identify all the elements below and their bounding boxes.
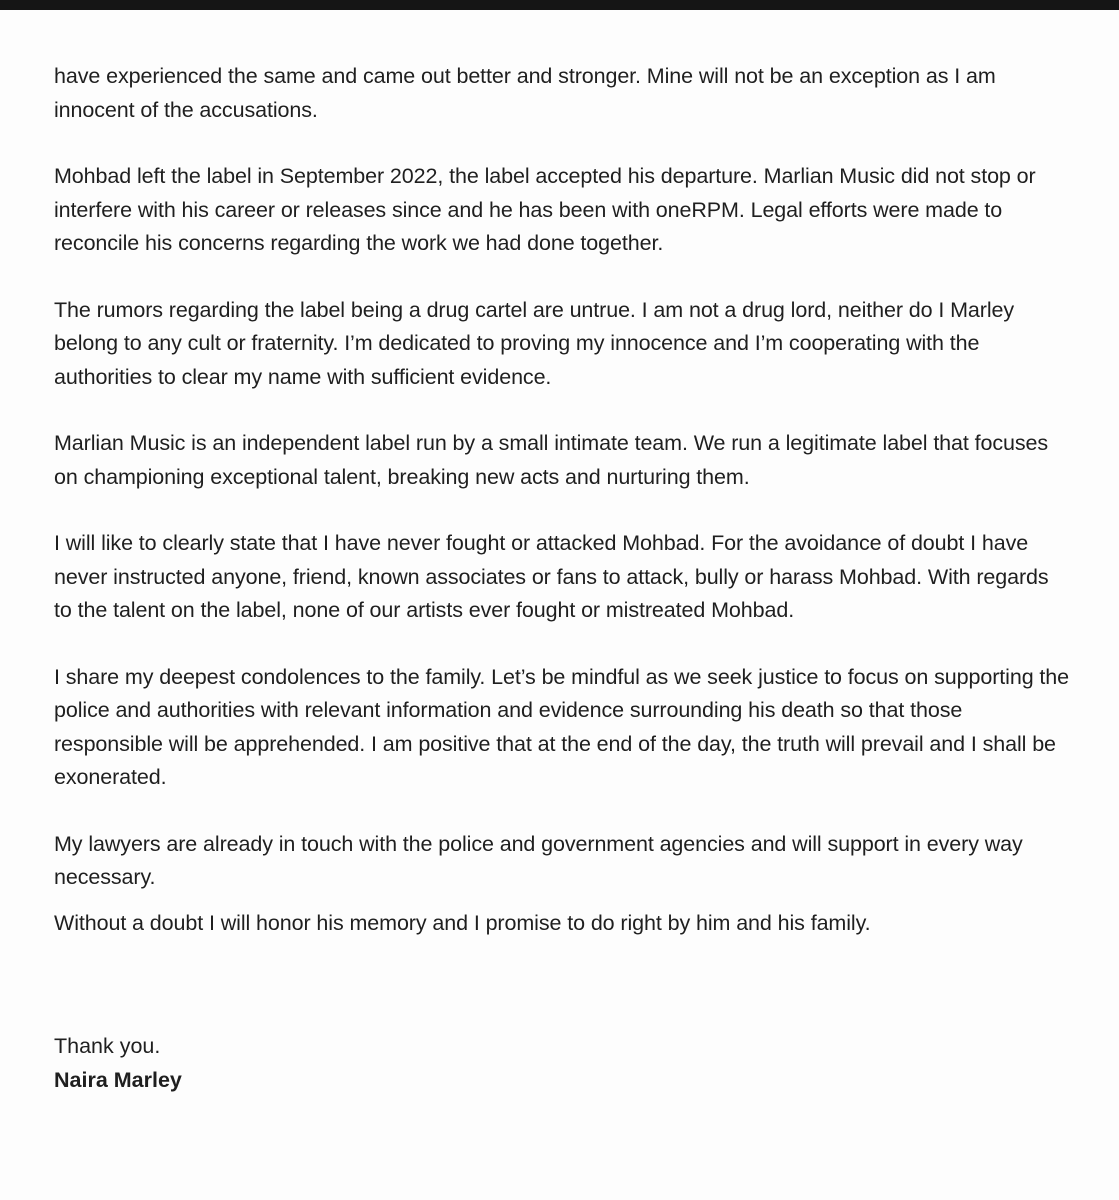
paragraph-honor-memory: Without a doubt I will honor his memory and I promise to do right by him and his family. bbox=[54, 910, 871, 935]
signature-name: Naira Marley bbox=[54, 1067, 182, 1092]
paragraph-lawyers: My lawyers are already in touch with the police and government agencies and will support in every way necessary. bbox=[54, 831, 1023, 889]
closing-text: Thank you. bbox=[54, 1034, 161, 1058]
paragraph-label-description: Marlian Music is an independent label run by a small intimate team. We run a legitimate label that focuses on championing exceptional talent, breaking new acts and nurturing them. bbox=[54, 431, 1049, 489]
signoff-block bbox=[54, 1030, 182, 1097]
top-edge-bar bbox=[0, 0, 1119, 10]
paragraph-condolences: I share my deepest condolences to the family. Let’s be mindful as we seek justice to focus on supporting the police and authorities with relevant information and evidence surrounding his death so that those responsible will be apprehended. I am positive that at the end of the day, the truth will prevail and I shall be exonerated. bbox=[54, 664, 1070, 789]
paragraph-innocence: have experienced the same and came out better and stronger. Mine will not be an exception as I am innocent of the accusations. bbox=[54, 64, 996, 122]
letter-body bbox=[54, 60, 1069, 940]
paragraph-never-attacked: I will like to clearly state that I have never fought or attacked Mohbad. For the avoidance of doubt I have never instructed anyone, friend, known associates or fans to attack, bully or harass Mohbad. With regards to the talent on the label, none of our artists ever fought or mistreated Mohbad. bbox=[54, 531, 1049, 622]
paragraph-departure: Mohbad left the label in September 2022, the label accepted his departure. Marlian Music did not stop or interfere with his career or releases since and he has been with oneRPM. Legal efforts were made to reconcile his concerns regarding the work we had done together. bbox=[54, 164, 1036, 255]
paragraph-rumors: The rumors regarding the label being a drug cartel are untrue. I am not a drug lord, neither do I Marley belong to any cult or fraternity. I’m dedicated to proving my innocence and I’m cooperating with the authorities to clear my name with sufficient evidence. bbox=[54, 297, 1015, 389]
